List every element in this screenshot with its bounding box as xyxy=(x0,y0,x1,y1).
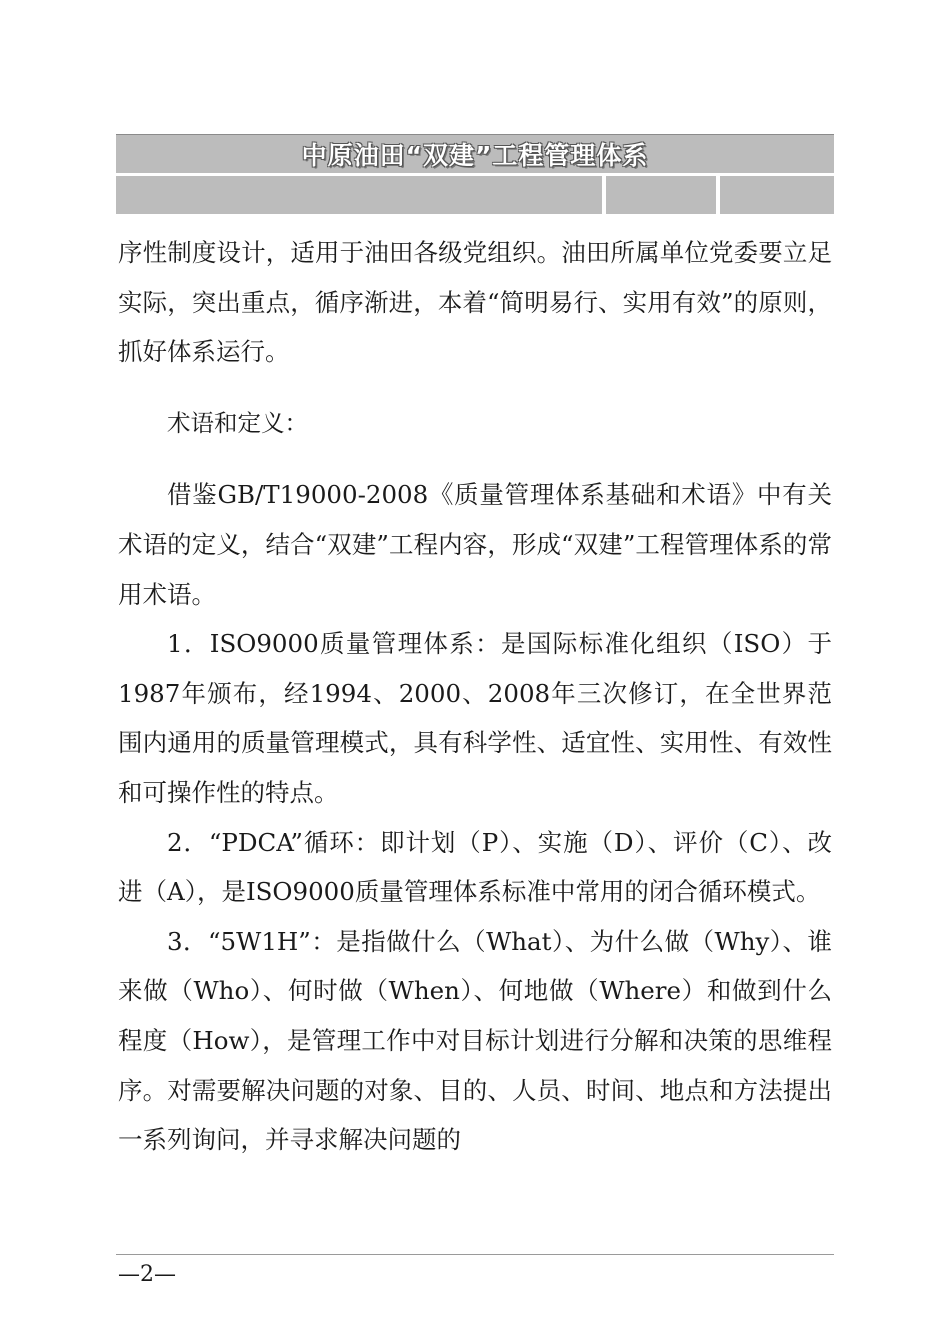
header-title-bar xyxy=(116,134,834,173)
header-cell xyxy=(606,176,716,214)
page-body xyxy=(118,228,832,1165)
term-item-2: 2．“PDCA”循环：即计划（P）、实施（D）、评价（C）、改进（A），是ISO9000质量管理体系标准中常用的闭合循环模式。 xyxy=(118,827,832,907)
paragraph-intro: 借鉴GB/T19000-2008《质量管理体系基础和术语》中有关术语的定义，结合“双建”工程内容，形成“双建”工程管理体系的常用术语。 xyxy=(118,480,832,609)
term-item-3: 3．“5W1H”：是指做什么（What）、为什么做（Why）、谁来做（Who）、何时做（When）、何地做（Where）和做到什么程度（How），是管理工作中对目标计划进行分解和决策的思维程序。对需要解决问题的对象、目的、人员、时间、地点和方法提出一系列询问，并寻求解决问题的 xyxy=(118,926,832,1155)
running-header xyxy=(116,134,834,214)
term-item-1: 1．ISO9000质量管理体系：是国际标准化组织（ISO）于1987年颁布，经1994、2000、2008年三次修订，在全世界范围内通用的质量管理模式，具有科学性、适宜性、实用性、有效性和可操作性的特点。 xyxy=(118,629,832,807)
header-title: 中原油田“双建”工程管理体系 xyxy=(301,141,649,170)
spacer xyxy=(118,377,832,399)
header-cell xyxy=(116,176,602,214)
spacer xyxy=(118,448,832,470)
page-number: —2— xyxy=(118,1262,176,1287)
header-cell xyxy=(720,176,834,214)
footer-divider xyxy=(116,1254,834,1255)
paragraph-continuation: 序性制度设计，适用于油田各级党组织。油田所属单位党委要立足实际，突出重点，循序渐进，本着“简明易行、实用有效”的原则，抓好体系运行。 xyxy=(118,238,832,367)
section-heading: 术语和定义： xyxy=(167,408,308,437)
